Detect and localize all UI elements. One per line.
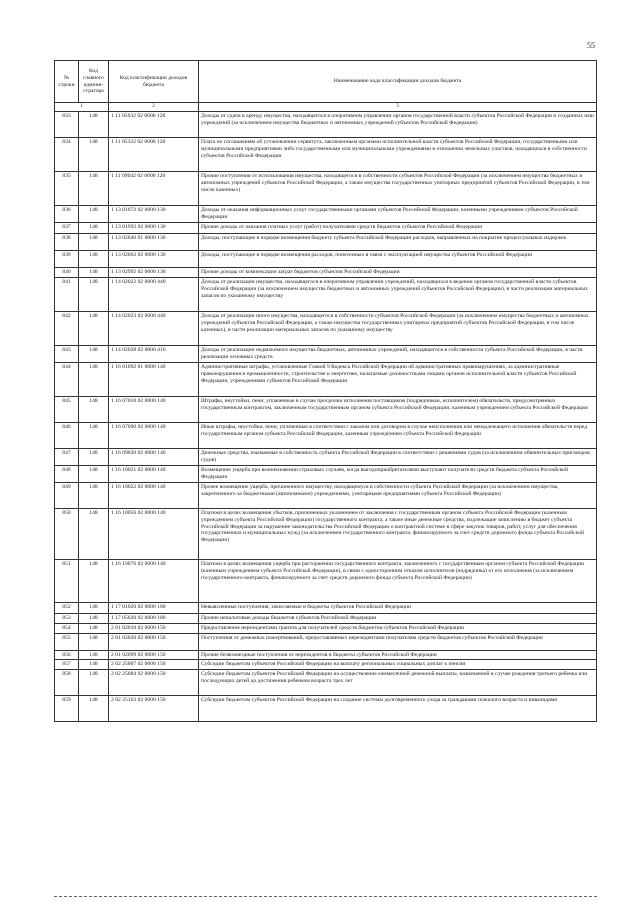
table-row [55,448,597,465]
description-cell: Субсидии бюджетам субъектов Российской Федерации на выплату региональных социальных доплат к пенсии [199,660,597,670]
class-code-cell: 1 16 10021 02 0000 140 [109,465,199,482]
table-row [55,362,597,396]
class-code-cell: 2 01 02099 02 0000 150 [109,650,199,660]
admin-code-cell: 148 [79,465,109,482]
row-number-cell: 839 [55,251,79,268]
income-codes-table [54,60,597,722]
row-number-cell: 852 [55,602,79,613]
admin-code-cell: 148 [79,623,109,633]
description-cell: Доходы от реализации иного имущества, находящегося в собственности субъектов Российской Федерации (за исключением имущества бюджетных и автономных учреждений субъектов Российской Федерации, а также имущества государственных унитарных предприятий субъектов Российской Федерации, в том числе казенных), в части реализации материальных запасов по указанному имуществу [199,311,597,345]
admin-code-cell: 148 [79,559,109,602]
class-code-cell: 2 02 25163 02 0000 150 [109,696,199,722]
admin-code-cell: 148 [79,650,109,660]
admin-code-cell: 148 [79,172,109,206]
description-cell: Прочие доходы от компенсации затрат бюджетов субъектов Российской Федерации [199,268,597,278]
description-cell: Прочие доходы от оказания платных услуг (работ) получателями средств бюджетов субъектов Российской Федерации [199,223,597,234]
class-code-cell: 2 01 02020 02 0000 150 [109,633,199,650]
table-row [55,172,597,206]
table-row [55,613,597,623]
class-code-cell: 1 11 09042 02 0000 120 [109,172,199,206]
admin-code-cell: 148 [79,396,109,422]
row-number-cell: 842 [55,311,79,345]
class-code-cell: 1 16 10056 02 0000 140 [109,508,199,559]
table-row [55,112,597,138]
table-row [55,660,597,670]
table-row [55,602,597,613]
row-number-cell: 836 [55,206,79,223]
description-cell: Возмещение ущерба при возникновении страховых случаев, когда выгодоприобретателями выступают получатели средств бюджета субъекта Российской Федерации [199,465,597,482]
class-code-cell: 1 13 01992 02 0000 130 [109,223,199,234]
index-cell: 3 [199,103,597,112]
description-cell: Денежные средства, изымаемые в собственность субъекта Российской Федерации в соответствии с решениями судов (за исключением обвинительных приговоров судов) [199,448,597,465]
admin-code-cell: 148 [79,311,109,345]
admin-code-cell: 148 [79,138,109,172]
row-number-cell: 848 [55,465,79,482]
admin-code-cell: 148 [79,206,109,223]
class-code-cell: 1 16 01092 01 0000 140 [109,362,199,396]
admin-code-cell: 148 [79,660,109,670]
admin-code-cell: 148 [79,670,109,696]
description-cell: Предоставление нерезидентами грантов для получателей средств бюджетов субъектов Российской Федерации [199,623,597,633]
row-number-cell: 843 [55,345,79,362]
table-row [55,422,597,448]
header-name: Наименование кода классификации доходов бюджета [199,61,597,103]
admin-code-cell: 148 [79,345,109,362]
class-code-cell: 1 14 02022 02 0000 440 [109,277,199,311]
row-number-cell: 858 [55,670,79,696]
admin-code-cell: 148 [79,234,109,251]
table-row [55,138,597,172]
table-row [55,650,597,660]
row-number-cell: 853 [55,613,79,623]
admin-code-cell: 148 [79,482,109,508]
table-row [55,559,597,602]
index-cell: 2 [109,103,199,112]
class-code-cell: 1 16 10022 02 0000 140 [109,482,199,508]
row-number-cell: 835 [55,172,79,206]
description-cell: Субсидии бюджетам субъектов Российской Федерации на создание системы долговременного ухода за гражданами пожилого возраста и инвалидами [199,696,597,722]
table-row [55,206,597,223]
description-cell: Штрафы, неустойки, пени, уплаченные в случае просрочки исполнения поставщиком (подрядчиком, исполнителем) обязательств, предусмотренных государственным контрактом, заключенным государственным органом субъекта Российской Федерации, казенным учреждением субъекта Российской Федерации [199,396,597,422]
table-row [55,670,597,696]
admin-code-cell: 148 [79,277,109,311]
description-cell: Прочие неналоговые доходы бюджетов субъектов Российской Федерации [199,613,597,623]
table-row [55,508,597,559]
description-cell: Платежи в целях возмещения убытков, причиненных уклонением от заключения с государственным органом субъекта Российской Федерации (казенным учреждением субъекта Российской Федерации) государственного контракта, а также иные денежные средства, подлежащие зачислению в бюджет субъекта Российской Федерации за нарушение законодательства Российской Федерации о контрактной системе в сфере закупок товаров, работ, услуг для обеспечения государственных и муниципальных нужд (за исключением государственного контракта, финансируемого за счет средств дорожного фонда субъекта Российской Федерации) [199,508,597,559]
class-code-cell: 1 11 05322 02 0000 120 [109,138,199,172]
page-bottom-rule [54,896,597,897]
admin-code-cell: 148 [79,268,109,278]
class-code-cell: 1 11 05032 02 0000 120 [109,112,199,138]
table-row [55,623,597,633]
row-number-cell: 855 [55,633,79,650]
header-admin-code: Код главного админи-стратора [79,61,109,103]
class-code-cell: 1 17 05020 02 0000 180 [109,613,199,623]
row-number-cell: 849 [55,482,79,508]
class-code-cell: 1 16 07010 02 0000 140 [109,396,199,422]
table-row [55,482,597,508]
table-row [55,251,597,268]
admin-code-cell: 148 [79,251,109,268]
table-row [55,234,597,251]
description-cell: Доходы от реализации имущества, находящегося в оперативном управлении учреждений, находящихся в ведении органов государственной власти субъектов Российской Федерации (за исключением имущества бюджетных и автономных учреждений субъектов Российской Федерации), в части реализации материальных запасов по указанному имуществу [199,277,597,311]
admin-code-cell: 148 [79,362,109,396]
row-number-cell: 837 [55,223,79,234]
admin-code-cell: 148 [79,508,109,559]
class-code-cell: 1 16 10076 02 0000 140 [109,559,199,602]
row-number-cell: 841 [55,277,79,311]
description-cell: Прочее возмещение ущерба, причиненного имуществу, находящемуся в собственности субъекта Российской Федерации (за исключением имущества, закрепленного за бюджетными (автономными) учреждениями, унитарными предприятиями субъекта Российской Федерации) [199,482,597,508]
admin-code-cell: 148 [79,448,109,465]
table-body [55,112,597,722]
table-row [55,345,597,362]
description-cell: Административные штрафы, установленные Главой 9 Кодекса Российской Федерации об административных правонарушениях, за административные правонарушения в промышленности, строительстве и энергетике, налагаемые должностными лицами органов исполнительной власти субъектов Российской Федерации, учреждениями субъектов Российской Федерации [199,362,597,396]
admin-code-cell: 148 [79,223,109,234]
description-cell: Доходы, поступающие в порядке возмещения бюджету субъекта Российской Федерации расходов, направленных на покрытие процессуальных издержек [199,234,597,251]
class-code-cell: 2 02 25084 02 0000 150 [109,670,199,696]
description-cell: Плата по соглашениям об установлении сервитута, заключенным органами исполнительной власти субъектов Российской Федерации, государственными или муниципальными предприятиями либо государственными или муниципальными учреждениями в отношении земельных участков, находящихся в собственности субъектов Российской Федерации [199,138,597,172]
class-code-cell: 1 16 09030 02 0000 140 [109,448,199,465]
row-number-cell: 851 [55,559,79,602]
admin-code-cell: 148 [79,696,109,722]
row-number-cell: 846 [55,422,79,448]
row-number-cell: 850 [55,508,79,559]
description-cell: Невыясненные поступления, зачисляемые в бюджеты субъектов Российской Федерации [199,602,597,613]
description-cell: Платежи в целях возмещения ущерба при расторжении государственного контракта, заключенного с государственным органом субъекта Российской Федерации (казенным учреждением субъекта Российской Федерации), в связи с односторонним отказом исполнителя (подрядчика) от его исполнения (за исключением государственного контракта, финансируемого за счет средств дорожного фонда субъекта Российской Федерации) [199,559,597,602]
row-number-cell: 857 [55,660,79,670]
class-code-cell: 1 13 02040 01 0000 130 [109,234,199,251]
table-row [55,277,597,311]
header-row-no: № строки [55,61,79,103]
row-number-cell: 844 [55,362,79,396]
table-row [55,311,597,345]
row-number-cell: 833 [55,112,79,138]
description-cell: Поступления от денежных пожертвований, предоставляемых нерезидентами получателям средств бюджетов субъектов Российской Федерации [199,633,597,650]
table-row [55,223,597,234]
row-number-cell: 845 [55,396,79,422]
row-number-cell: 838 [55,234,79,251]
row-number-cell: 834 [55,138,79,172]
table-row [55,465,597,482]
table-row [55,633,597,650]
index-cell: 1 [55,103,109,112]
description-cell: Доходы от сдачи в аренду имущества, находящегося в оперативном управлении органов государственной власти субъектов Российской Федерации и созданных ими учреждений (за исключением имущества бюджетных и автономных учреждений субъектов Российской Федерации) [199,112,597,138]
page-number: 55 [587,41,595,50]
class-code-cell: 2 02 25007 02 0000 150 [109,660,199,670]
admin-code-cell: 148 [79,422,109,448]
description-cell: Прочие безвозмездные поступления от нерезидентов в бюджеты субъектов Российской Федерации [199,650,597,660]
table-row [55,696,597,722]
admin-code-cell: 148 [79,613,109,623]
class-code-cell: 1 16 07090 02 0000 140 [109,422,199,448]
class-code-cell: 1 14 02028 02 0000 410 [109,345,199,362]
description-cell: Прочие поступления от использования имущества, находящегося в собственности субъектов Российской Федерации (за исключением имущества бюджетных и автономных учреждений субъектов Российской Федерации, а также имущества государственных унитарных предприятий субъектов Российской Федерации, в том числе казенных) [199,172,597,206]
row-number-cell: 840 [55,268,79,278]
class-code-cell: 1 13 02992 02 0000 130 [109,268,199,278]
row-number-cell: 856 [55,650,79,660]
class-code-cell: 1 14 02023 02 0000 440 [109,311,199,345]
row-number-cell: 854 [55,623,79,633]
description-cell: Доходы от оказания информационных услуг государственными органами субъектов Российской Федерации, казенными учреждениями субъектов Российской Федерации [199,206,597,223]
table-row [55,268,597,278]
table-row [55,396,597,422]
header-class-code: Код классификации доходов бюджета [109,61,199,103]
admin-code-cell: 148 [79,602,109,613]
class-code-cell: 2 01 02010 02 0000 150 [109,623,199,633]
admin-code-cell: 148 [79,633,109,650]
row-number-cell: 859 [55,696,79,722]
class-code-cell: 1 13 02062 02 0000 130 [109,251,199,268]
class-code-cell: 1 13 01072 02 0000 130 [109,206,199,223]
admin-code-cell: 148 [79,112,109,138]
description-cell: Доходы от реализации недвижимого имущества бюджетных, автономных учреждений, находящегося в собственности субъекта Российской Федерации, в части реализации основных средств [199,345,597,362]
row-number-cell: 847 [55,448,79,465]
description-cell: Доходы, поступающие в порядке возмещения расходов, понесенных в связи с эксплуатацией имущества субъектов Российской Федерации [199,251,597,268]
description-cell: Иные штрафы, неустойки, пени, уплаченные в соответствии с законом или договором в случае неисполнения или ненадлежащего исполнения обязательств перед государственным органом субъекта Российской Федерации, казенным учреждением субъекта Российской Федерации [199,422,597,448]
description-cell: Субсидии бюджетам субъектов Российской Федерации на осуществление ежемесячной денежной выплаты, назначаемой в случае рождения третьего ребенка или последующих детей до достижения ребенком возраста трех лет [199,670,597,696]
class-code-cell: 1 17 01020 02 0000 180 [109,602,199,613]
